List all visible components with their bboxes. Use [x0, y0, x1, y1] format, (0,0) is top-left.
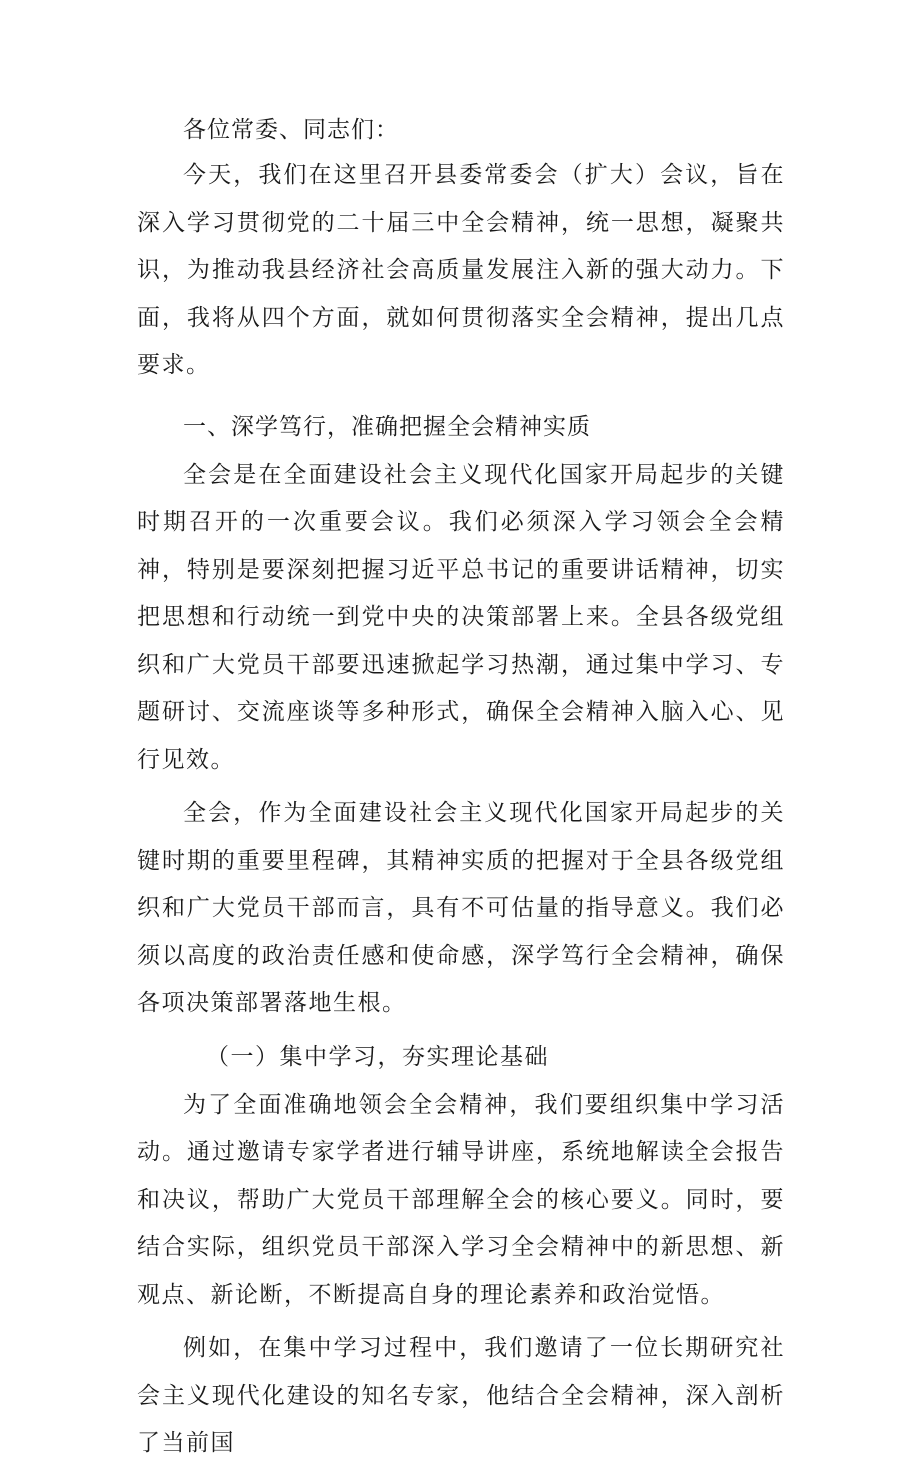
subsection-paragraph-1: 为了全面准确地领会全会精神，我们要组织集中学习活动。通过邀请专家学者进行辅导讲座，系统地解读全会报告和决议，帮助广大党员干部理解全会的核心要义。同时，要结合实际，组织党员干部深入学习全会精神中的新思想、新观点、新论断，不断提高自身的理论素养和政治觉悟。 — [137, 1091, 785, 1308]
subsection-heading: （一）集中学习，夯实理论基础 — [206, 1043, 549, 1070]
section-paragraph-2: 全会，作为全面建设社会主义现代化国家开局起步的关键时期的重要里程碑，其精神实质的把握对于全县各级党组织和广大党员干部而言，具有不可估量的指导意义。我们必须以高度的政治责任感和使命感，深学笃行全会精神，确保各项决策部署落地生根。 — [137, 800, 785, 1016]
greeting: 各位常委、同志们： — [183, 117, 399, 143]
intro-paragraph: 今天，我们在这里召开县委常委会（扩大）会议，旨在深入学习贯彻党的二十届三中全会精神，统一思想，凝聚共识，为推动我县经济社会高质量发展注入新的强大动力。下面，我将从四个方面，就如何贯彻落实全会精神，提出几点要求。 — [137, 162, 785, 378]
subsection-paragraph-2: 例如，在集中学习过程中，我们邀请了一位长期研究社会主义现代化建设的知名专家，他结合全会精神，深入剖析了当前国 — [137, 1335, 785, 1456]
section-heading: 一、深学笃行，准确把握全会精神实质 — [183, 413, 591, 440]
section-paragraph-1: 全会是在全面建设社会主义现代化国家开局起步的关键时期召开的一次重要会议。我们必须深入学习领会全会精神，特别是要深刻把握习近平总书记的重要讲话精神，切实把思想和行动统一到党中央的决策部署上来。全县各级党组织和广大党员干部要迅速掀起学习热潮，通过集中学习、专题研讨、交流座谈等多种形式，确保全会精神入脑入心、见行见效。 — [137, 461, 785, 773]
document-page — [137, 108, 785, 1468]
